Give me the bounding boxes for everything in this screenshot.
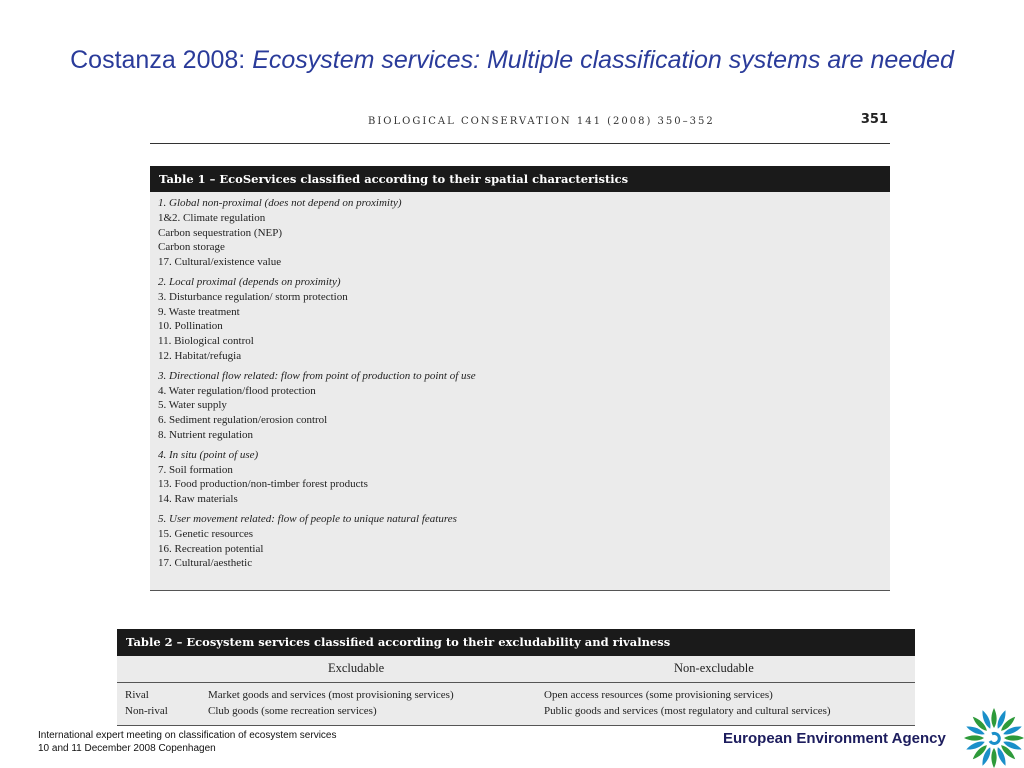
table-row xyxy=(117,688,915,704)
list-item: Carbon storage xyxy=(158,241,225,254)
title-prefix: Costanza 2008: xyxy=(70,46,253,74)
eea-logo-icon xyxy=(958,706,1024,768)
footer-line-2: 10 and 11 December 2008 Copenhagen xyxy=(38,743,216,754)
title-italic: Ecosystem services: Multiple classification systems are needed xyxy=(252,46,954,74)
list-item: 13. Food production/non-timber forest products xyxy=(158,478,368,491)
slide-title xyxy=(0,46,1024,75)
table-2 xyxy=(117,629,915,726)
list-item: 6. Sediment regulation/erosion control xyxy=(158,414,328,427)
group-heading: 4. In situ (point of use) xyxy=(158,448,259,461)
footer-meeting-info xyxy=(38,729,336,755)
table-1 xyxy=(150,166,890,591)
agency-name: European Environment Agency xyxy=(723,730,946,747)
group-heading: 3. Directional flow related: flow from point of production to point of use xyxy=(158,369,476,382)
journal-name: BIOLOGICAL CONSERVATION 141 (2008) 350–352 xyxy=(368,116,715,127)
column-header-excludable: Excludable xyxy=(328,661,385,675)
list-item: 3. Disturbance regulation/ storm protection xyxy=(158,290,348,303)
list-item: 14. Raw materials xyxy=(158,493,238,506)
list-item: 17. Cultural/existence value xyxy=(158,256,282,269)
cell-non-excludable: Public goods and services (most regulatory and cultural services) xyxy=(544,705,831,717)
table-row xyxy=(117,704,915,720)
row-label: Rival xyxy=(125,689,149,701)
table-1-title: Table 1 – EcoServices classified according to their spatial characteristics xyxy=(150,166,890,192)
row-label: Non-rival xyxy=(125,705,168,717)
list-item: 11. Biological control xyxy=(158,335,254,348)
list-item: 7. Soil formation xyxy=(158,463,233,476)
footer-line-1: International expert meeting on classification of ecosystem services xyxy=(38,730,337,741)
cell-excludable: Club goods (some recreation services) xyxy=(208,705,377,717)
group-heading: 5. User movement related: flow of people to unique natural features xyxy=(158,512,457,525)
list-item: 12. Habitat/refugia xyxy=(158,349,242,362)
list-item: 10. Pollination xyxy=(158,320,223,333)
list-item: Carbon sequestration (NEP) xyxy=(158,226,283,239)
list-item: 5. Water supply xyxy=(158,399,227,412)
table-1-group xyxy=(158,196,890,270)
journal-header xyxy=(150,110,890,144)
list-item: 15. Genetic resources xyxy=(158,527,253,540)
list-item: 1&2. Climate regulation xyxy=(158,211,266,224)
list-item: 8. Nutrient regulation xyxy=(158,428,254,441)
column-header-non-excludable: Non-excludable xyxy=(674,661,754,675)
table-1-group xyxy=(158,369,890,443)
table-1-group xyxy=(158,448,890,507)
table-1-group xyxy=(158,512,890,571)
list-item: 17. Cultural/aesthetic xyxy=(158,557,253,570)
table-1-group xyxy=(158,275,890,364)
list-item: 9. Waste treatment xyxy=(158,305,240,318)
table-2-body xyxy=(117,683,915,720)
list-item: 16. Recreation potential xyxy=(158,542,264,555)
cell-excludable: Market goods and services (most provisioning services) xyxy=(208,689,454,701)
table-1-body xyxy=(150,192,890,571)
page-number: 351 xyxy=(860,112,888,127)
group-heading: 2. Local proximal (depends on proximity) xyxy=(158,275,341,288)
list-item: 4. Water regulation/flood protection xyxy=(158,384,316,397)
table-2-column-headers xyxy=(117,656,915,683)
group-heading: 1. Global non-proximal (does not depend on proximity) xyxy=(158,197,402,209)
table-2-title: Table 2 – Ecosystem services classified according to their excludability and rivalness xyxy=(117,629,915,656)
cell-non-excludable: Open access resources (some provisioning services) xyxy=(544,689,773,701)
